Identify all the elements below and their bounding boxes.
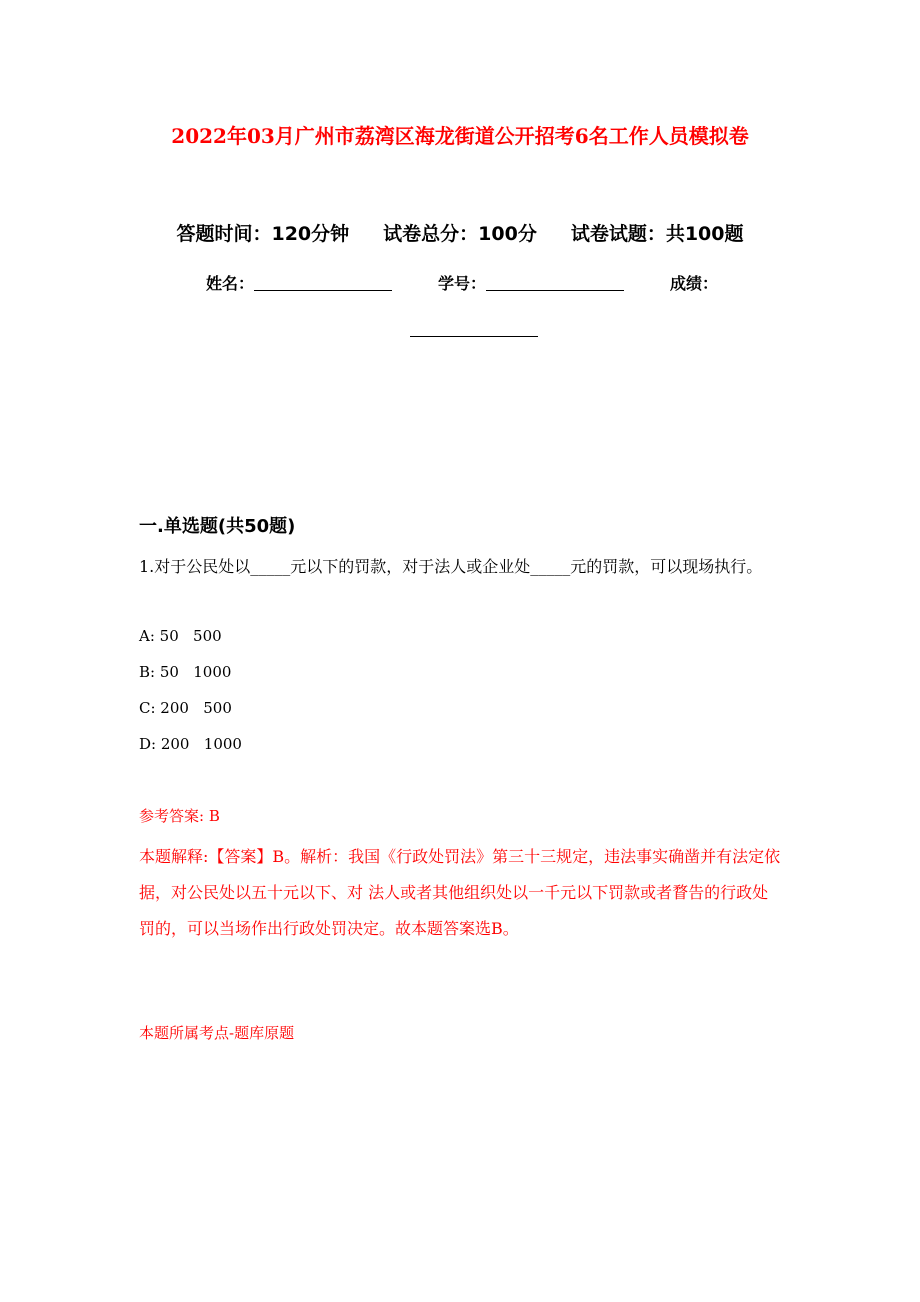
name-blank[interactable] bbox=[254, 274, 392, 291]
exam-total-score: 试卷总分：100分 bbox=[383, 223, 537, 245]
option-b: B: 50 1000 bbox=[139, 663, 232, 681]
student-id-label: 学号： bbox=[438, 274, 487, 293]
student-info bbox=[206, 271, 718, 294]
option-c: C: 200 500 bbox=[139, 699, 232, 717]
student-id-blank[interactable] bbox=[486, 274, 624, 291]
question-text: 1.对于公民处以_____元以下的罚款，对于法人或企业处_____元的罚款，可以现场执行。 bbox=[139, 557, 763, 576]
exam-title: 2022年03月广州市荔湾区海龙街道公开招考6名工作人员模拟卷 bbox=[171, 124, 749, 148]
exam-time: 答题时间：120分钟 bbox=[176, 223, 350, 245]
score-blank[interactable] bbox=[410, 336, 538, 337]
answer-explanation: 本题解释:【答案】B。解析：我国《行政处罚法》第三十三规定，违法事实确凿并有法定依据，对公民处以五十元以下、对 法人或者其他组织处以一千元以下罚款或者瞀告的行政处罚的，可以当场作出行政处罚决定。故本题答案选B。 bbox=[139, 847, 781, 938]
option-d: D: 200 1000 bbox=[139, 735, 242, 753]
option-a: A: 50 500 bbox=[139, 627, 222, 645]
question-source: 本题所属考点-题库原题 bbox=[139, 1024, 295, 1042]
score-label: 成绩： bbox=[670, 274, 719, 293]
exam-question-count: 试卷试题：共100题 bbox=[570, 223, 744, 245]
section-heading: 一.单选题(共50题) bbox=[139, 516, 296, 537]
reference-answer: 参考答案: B bbox=[139, 807, 220, 825]
exam-meta bbox=[0, 219, 920, 246]
name-label: 姓名： bbox=[206, 274, 255, 293]
